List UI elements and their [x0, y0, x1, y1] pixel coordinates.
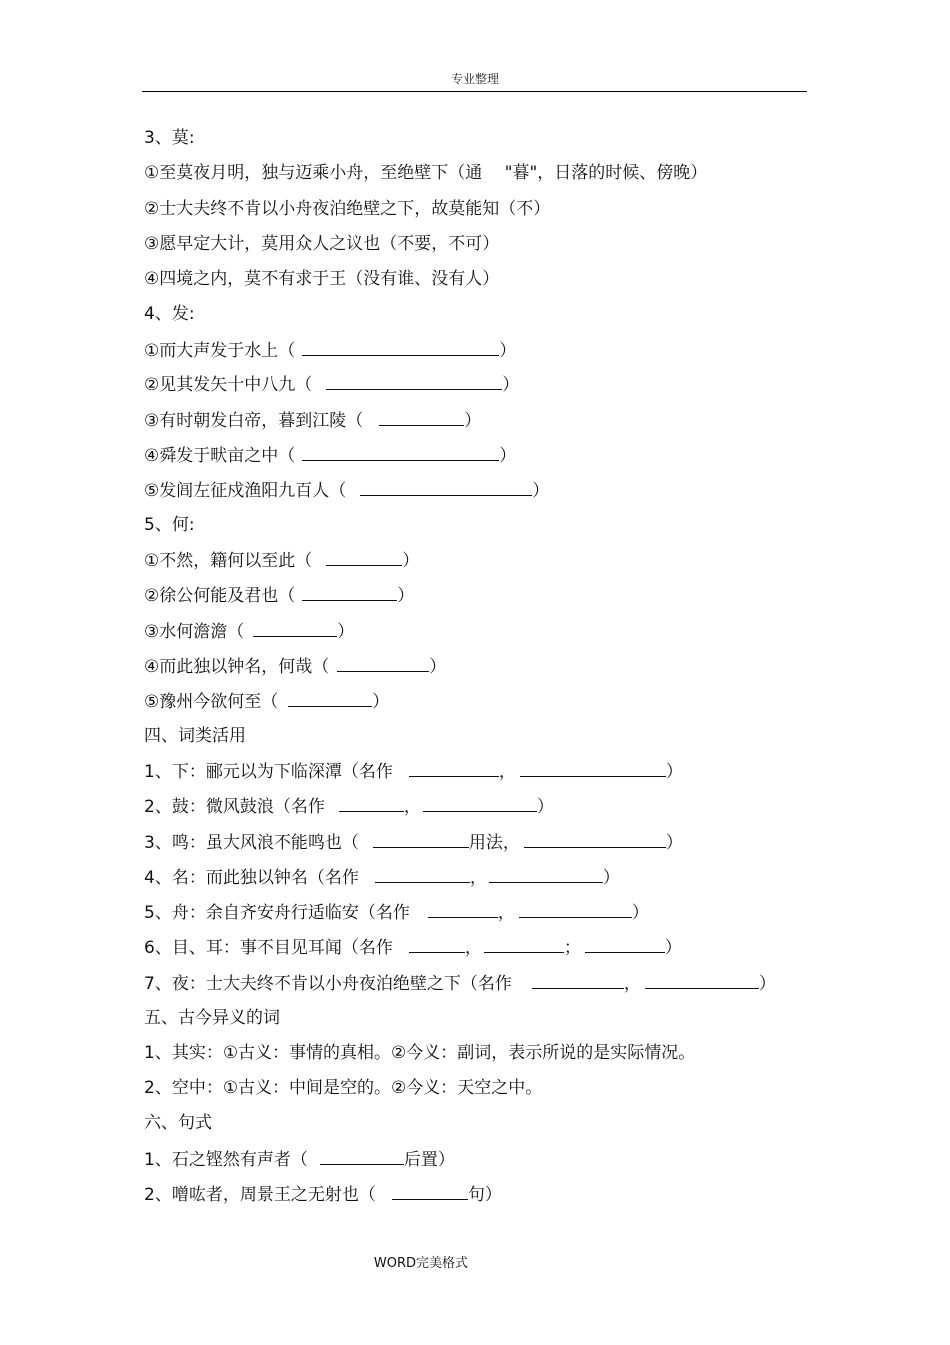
question-tail: ） [502, 375, 520, 395]
section-heading-5: 五、古今异义的词 [144, 1008, 280, 1028]
fill-blank-item [144, 445, 516, 466]
question-sep: ， [623, 974, 641, 994]
list-item: ③愿早定大计，莫用众人之议也（不要，不可） [144, 234, 500, 254]
question-tail: ） [397, 586, 415, 606]
fill-blank-item [144, 585, 414, 606]
question-tail: ） [631, 903, 649, 923]
list-item: 1、其实：①古义：事情的真相。②今义：副词，表示所说的是实际情况。 [144, 1043, 696, 1063]
question-tail: ） [499, 341, 517, 361]
fill-blank-item [144, 410, 481, 431]
question-text: ②见其发矢十中八九（ [144, 375, 313, 395]
question-sep: 用法， [468, 833, 520, 853]
fill-blank-item [144, 1149, 455, 1170]
answer-blank[interactable] [339, 796, 404, 812]
fill-blank-item [144, 761, 683, 782]
answer-blank[interactable] [423, 796, 537, 812]
fill-blank-item [144, 832, 683, 853]
answer-blank[interactable] [484, 937, 564, 953]
question-text: 2、噌吰者，周景王之无射也（ [144, 1185, 376, 1205]
question-tail: ） [402, 551, 420, 571]
question-text: 1、石之铿然有声者（ [144, 1150, 308, 1170]
answer-blank[interactable] [392, 1184, 468, 1200]
answer-blank[interactable] [302, 340, 499, 356]
question-text: 7、夜：士大夫终不肯以小舟夜泊绝壁之下（名作 [144, 974, 512, 994]
fill-blank-item [144, 902, 649, 923]
question-text: 2、鼓：微风鼓浪（名作 [144, 797, 325, 817]
question-text: ①不然，籍何以至此（ [144, 551, 313, 571]
question-tail: ） [464, 411, 482, 431]
question-text: 3、鸣：虽大风浪不能鸣也（ [144, 833, 359, 853]
answer-blank[interactable] [288, 691, 372, 707]
answer-blank[interactable] [326, 374, 502, 390]
answer-blank[interactable] [337, 656, 429, 672]
answer-blank[interactable] [253, 621, 337, 637]
fill-blank-item [144, 973, 776, 994]
question-tail: ） [429, 657, 447, 677]
section-heading-4: 四、词类活用 [144, 726, 246, 746]
question-sep: ， [469, 868, 487, 888]
fill-blank-item [144, 656, 446, 677]
answer-blank[interactable] [302, 585, 397, 601]
question-text: ⑤豫州今欲何至（ [144, 692, 279, 712]
answer-blank[interactable] [360, 480, 532, 496]
answer-blank[interactable] [428, 902, 498, 918]
fill-blank-item [144, 374, 519, 395]
answer-blank[interactable] [409, 761, 499, 777]
fill-blank-item [144, 480, 549, 501]
question-tail: ） [665, 762, 683, 782]
section-heading-he: 5、何: [144, 515, 195, 535]
question-tail: ） [602, 868, 620, 888]
question-text: ③有时朝发白帝，暮到江陵（ [144, 411, 364, 431]
answer-blank[interactable] [585, 937, 665, 953]
question-tail: ） [532, 481, 550, 501]
list-item: ④四境之内，莫不有求于王（没有谁、没有人） [144, 269, 500, 289]
answer-blank[interactable] [326, 550, 402, 566]
question-text: 4、名：而此独以钟名（名作 [144, 868, 359, 888]
question-tail: ） [665, 833, 683, 853]
answer-blank[interactable] [320, 1149, 404, 1165]
answer-blank[interactable] [373, 832, 469, 848]
section-heading-mo: 3、莫: [144, 128, 195, 148]
list-item: 2、空中：①古义：中间是空的。②今义：天空之中。 [144, 1078, 543, 1098]
question-tail: ） [536, 797, 554, 817]
fill-blank-item [144, 340, 516, 361]
question-text: 1、下：郦元以为下临深潭（名作 [144, 762, 393, 782]
section-heading-fa: 4、发: [144, 304, 195, 324]
question-tail: 句） [467, 1185, 502, 1205]
fill-blank-item [144, 867, 620, 888]
fill-blank-item [144, 691, 389, 712]
question-tail: 后置） [403, 1150, 455, 1170]
answer-blank[interactable] [532, 973, 624, 989]
page-footer: WORD完美格式 [373, 1256, 469, 1271]
question-tail: ） [372, 692, 390, 712]
question-sep: ， [464, 938, 482, 958]
question-tail: ） [337, 622, 355, 642]
answer-blank[interactable] [379, 410, 464, 426]
question-sep: ， [403, 797, 421, 817]
question-sep: ， [497, 903, 515, 923]
list-item: ①至莫夜月明，独与迈乘小舟，至绝壁下（通 "暮"，日落的时候、傍晚） [144, 163, 708, 183]
question-text: ①而大声发于水上（ [144, 341, 296, 361]
question-text: 5、舟：余自齐安舟行适临安（名作 [144, 903, 410, 923]
question-sep: ； [563, 938, 581, 958]
question-tail: ） [664, 938, 682, 958]
fill-blank-item [144, 1184, 502, 1205]
fill-blank-item [144, 796, 554, 817]
answer-blank[interactable] [519, 902, 632, 918]
question-tail: ） [758, 974, 776, 994]
page-header: 专业整理 [450, 72, 499, 86]
answer-blank[interactable] [489, 867, 603, 883]
question-text: ②徐公何能及君也（ [144, 586, 296, 606]
answer-blank[interactable] [520, 761, 666, 777]
fill-blank-item [144, 937, 682, 958]
question-text: ③水何澹澹（ [144, 622, 245, 642]
header-divider [142, 91, 807, 92]
answer-blank[interactable] [302, 445, 499, 461]
answer-blank[interactable] [375, 867, 470, 883]
list-item: ②士大夫终不肯以小舟夜泊绝壁之下，故莫能知（不） [144, 199, 551, 219]
question-text: ④舜发于畎亩之中（ [144, 446, 296, 466]
answer-blank[interactable] [409, 937, 465, 953]
fill-blank-item [144, 550, 419, 571]
question-text: ⑤发闾左征戍渔阳九百人（ [144, 481, 347, 501]
question-text: ④而此独以钟名，何哉（ [144, 657, 330, 677]
answer-blank[interactable] [524, 832, 666, 848]
answer-blank[interactable] [645, 973, 759, 989]
question-tail: ） [499, 446, 517, 466]
question-sep: ， [498, 762, 516, 782]
question-text: 6、目、耳：事不目见耳闻（名作 [144, 938, 393, 958]
section-heading-6: 六、句式 [144, 1113, 212, 1133]
fill-blank-item [144, 621, 354, 642]
